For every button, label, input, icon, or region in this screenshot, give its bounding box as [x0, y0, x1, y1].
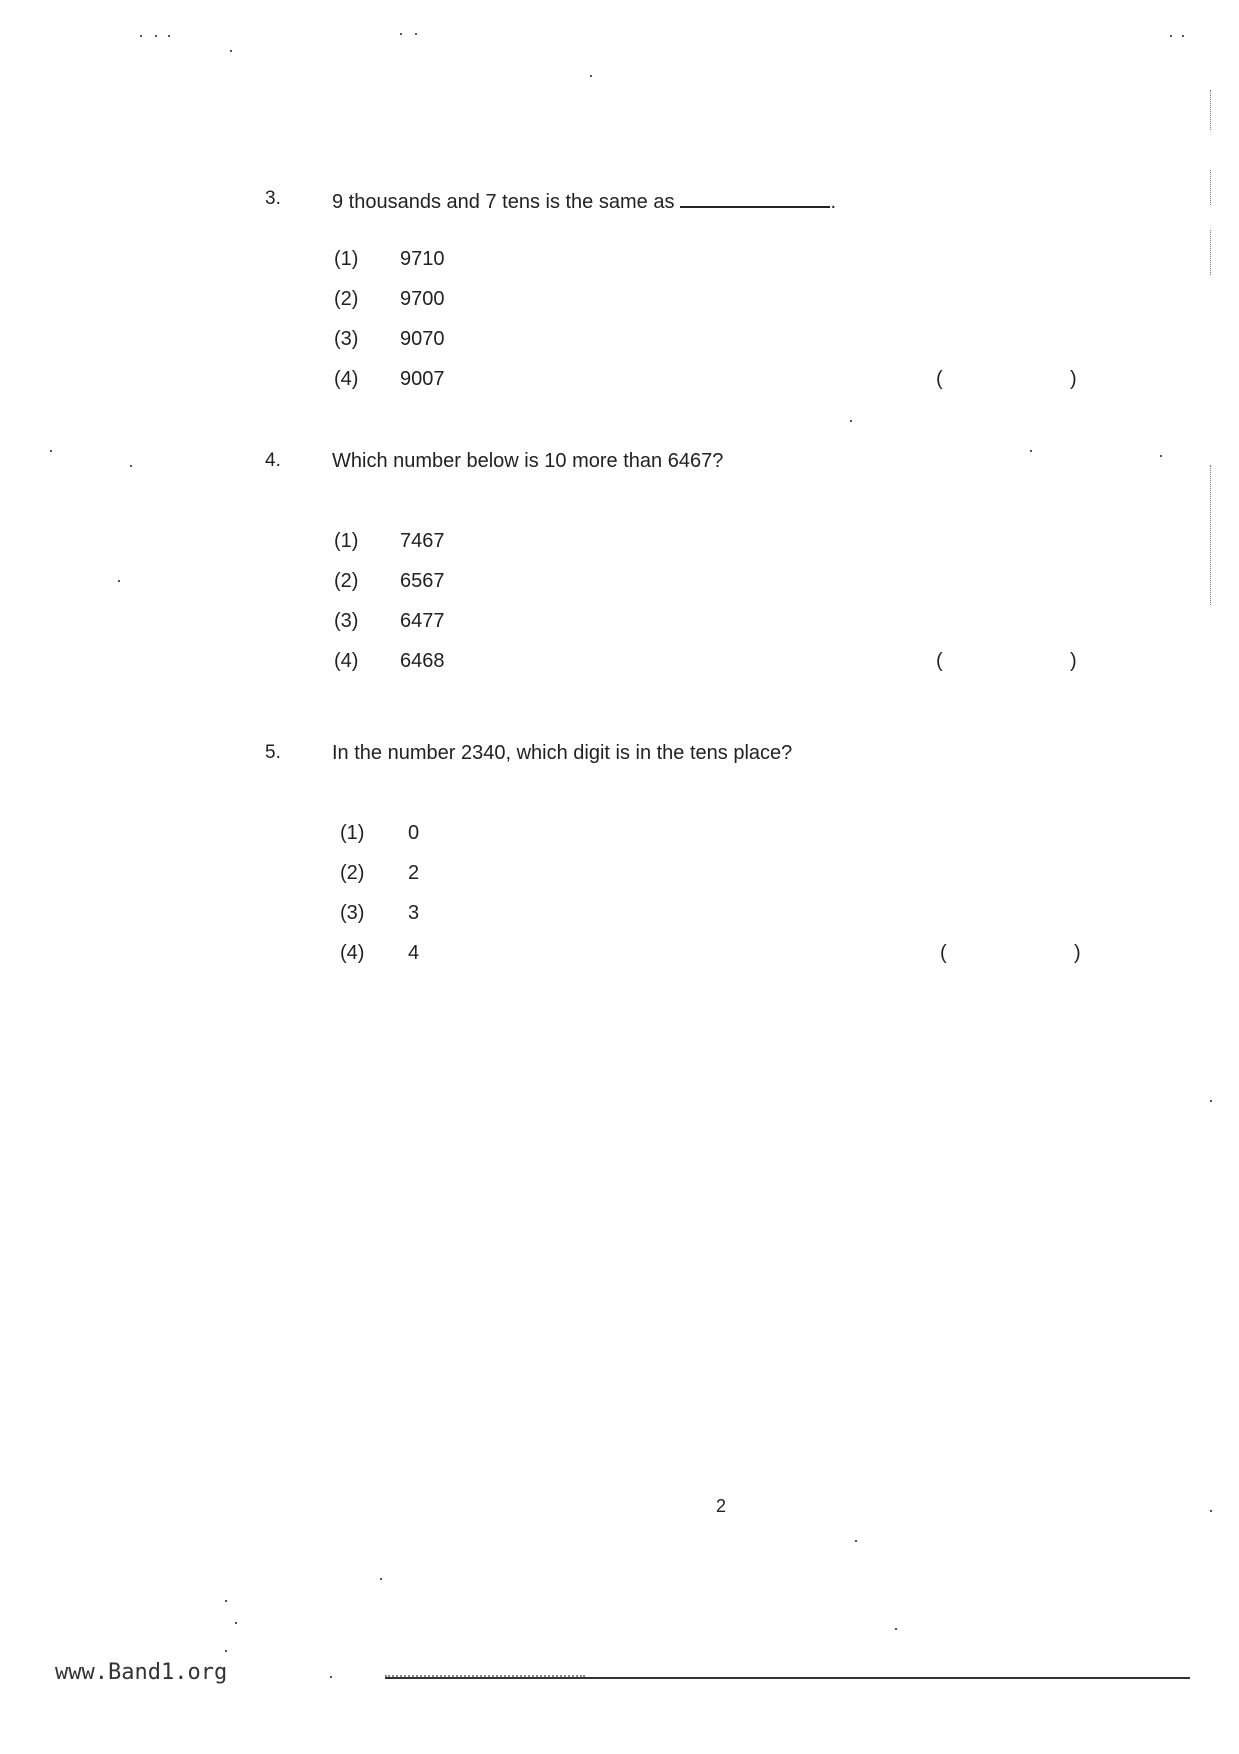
- option-value: 2: [408, 862, 420, 884]
- option-label: (2): [340, 862, 365, 884]
- footer-watermark: www.Band1.org: [55, 1660, 228, 1685]
- option-value: 6468: [400, 650, 445, 672]
- option-4[interactable]: [340, 942, 1140, 982]
- option-label: (1): [334, 248, 359, 270]
- answer-paren-open: (: [936, 650, 943, 672]
- option-1[interactable]: [334, 530, 1134, 570]
- option-label: (1): [340, 822, 365, 844]
- option-label: (4): [334, 368, 359, 390]
- option-2[interactable]: [340, 862, 1140, 902]
- question-text: 9 thousands and 7 tens is the same as .: [332, 188, 836, 214]
- option-value: 6477: [400, 610, 445, 632]
- answer-paren-close: ): [1074, 942, 1081, 964]
- question-text: Which number below is 10 more than 6467?: [332, 450, 724, 472]
- option-2[interactable]: [334, 288, 1134, 328]
- option-label: (3): [334, 610, 359, 632]
- answer-paren-open: (: [936, 368, 943, 390]
- option-value: 0: [408, 822, 420, 844]
- option-2[interactable]: [334, 570, 1134, 610]
- option-label: (3): [340, 902, 365, 924]
- option-4[interactable]: [334, 650, 1134, 690]
- option-3[interactable]: [334, 328, 1134, 368]
- question-number: 3.: [265, 188, 281, 209]
- option-3[interactable]: [334, 610, 1134, 650]
- option-label: (1): [334, 530, 359, 552]
- option-list: [334, 530, 1134, 690]
- question-text: In the number 2340, which digit is in the tens place?: [332, 742, 793, 764]
- question-number: 4.: [265, 450, 281, 471]
- option-value: 6567: [400, 570, 445, 592]
- option-label: (2): [334, 288, 359, 310]
- option-label: (4): [340, 942, 365, 964]
- option-label: (2): [334, 570, 359, 592]
- option-list: [334, 248, 1134, 408]
- answer-paren-open: (: [940, 942, 947, 964]
- option-4[interactable]: [334, 368, 1134, 408]
- option-value: 4: [408, 942, 420, 964]
- answer-paren-close: ): [1070, 368, 1077, 390]
- answer-paren-close: ): [1070, 650, 1077, 672]
- option-value: 9700: [400, 288, 445, 310]
- option-1[interactable]: [340, 822, 1140, 862]
- option-value: 3: [408, 902, 420, 924]
- page-number: 2: [716, 1496, 727, 1516]
- footer-rule: [385, 1677, 1190, 1679]
- option-value: 9070: [400, 328, 445, 350]
- option-label: (3): [334, 328, 359, 350]
- option-3[interactable]: [340, 902, 1140, 942]
- question-number: 5.: [265, 742, 281, 763]
- option-label: (4): [334, 650, 359, 672]
- option-1[interactable]: [334, 248, 1134, 288]
- option-value: 7467: [400, 530, 445, 552]
- option-value: 9007: [400, 368, 445, 390]
- option-value: 9710: [400, 248, 445, 270]
- option-list: [340, 822, 1140, 982]
- answer-blank[interactable]: [680, 188, 830, 208]
